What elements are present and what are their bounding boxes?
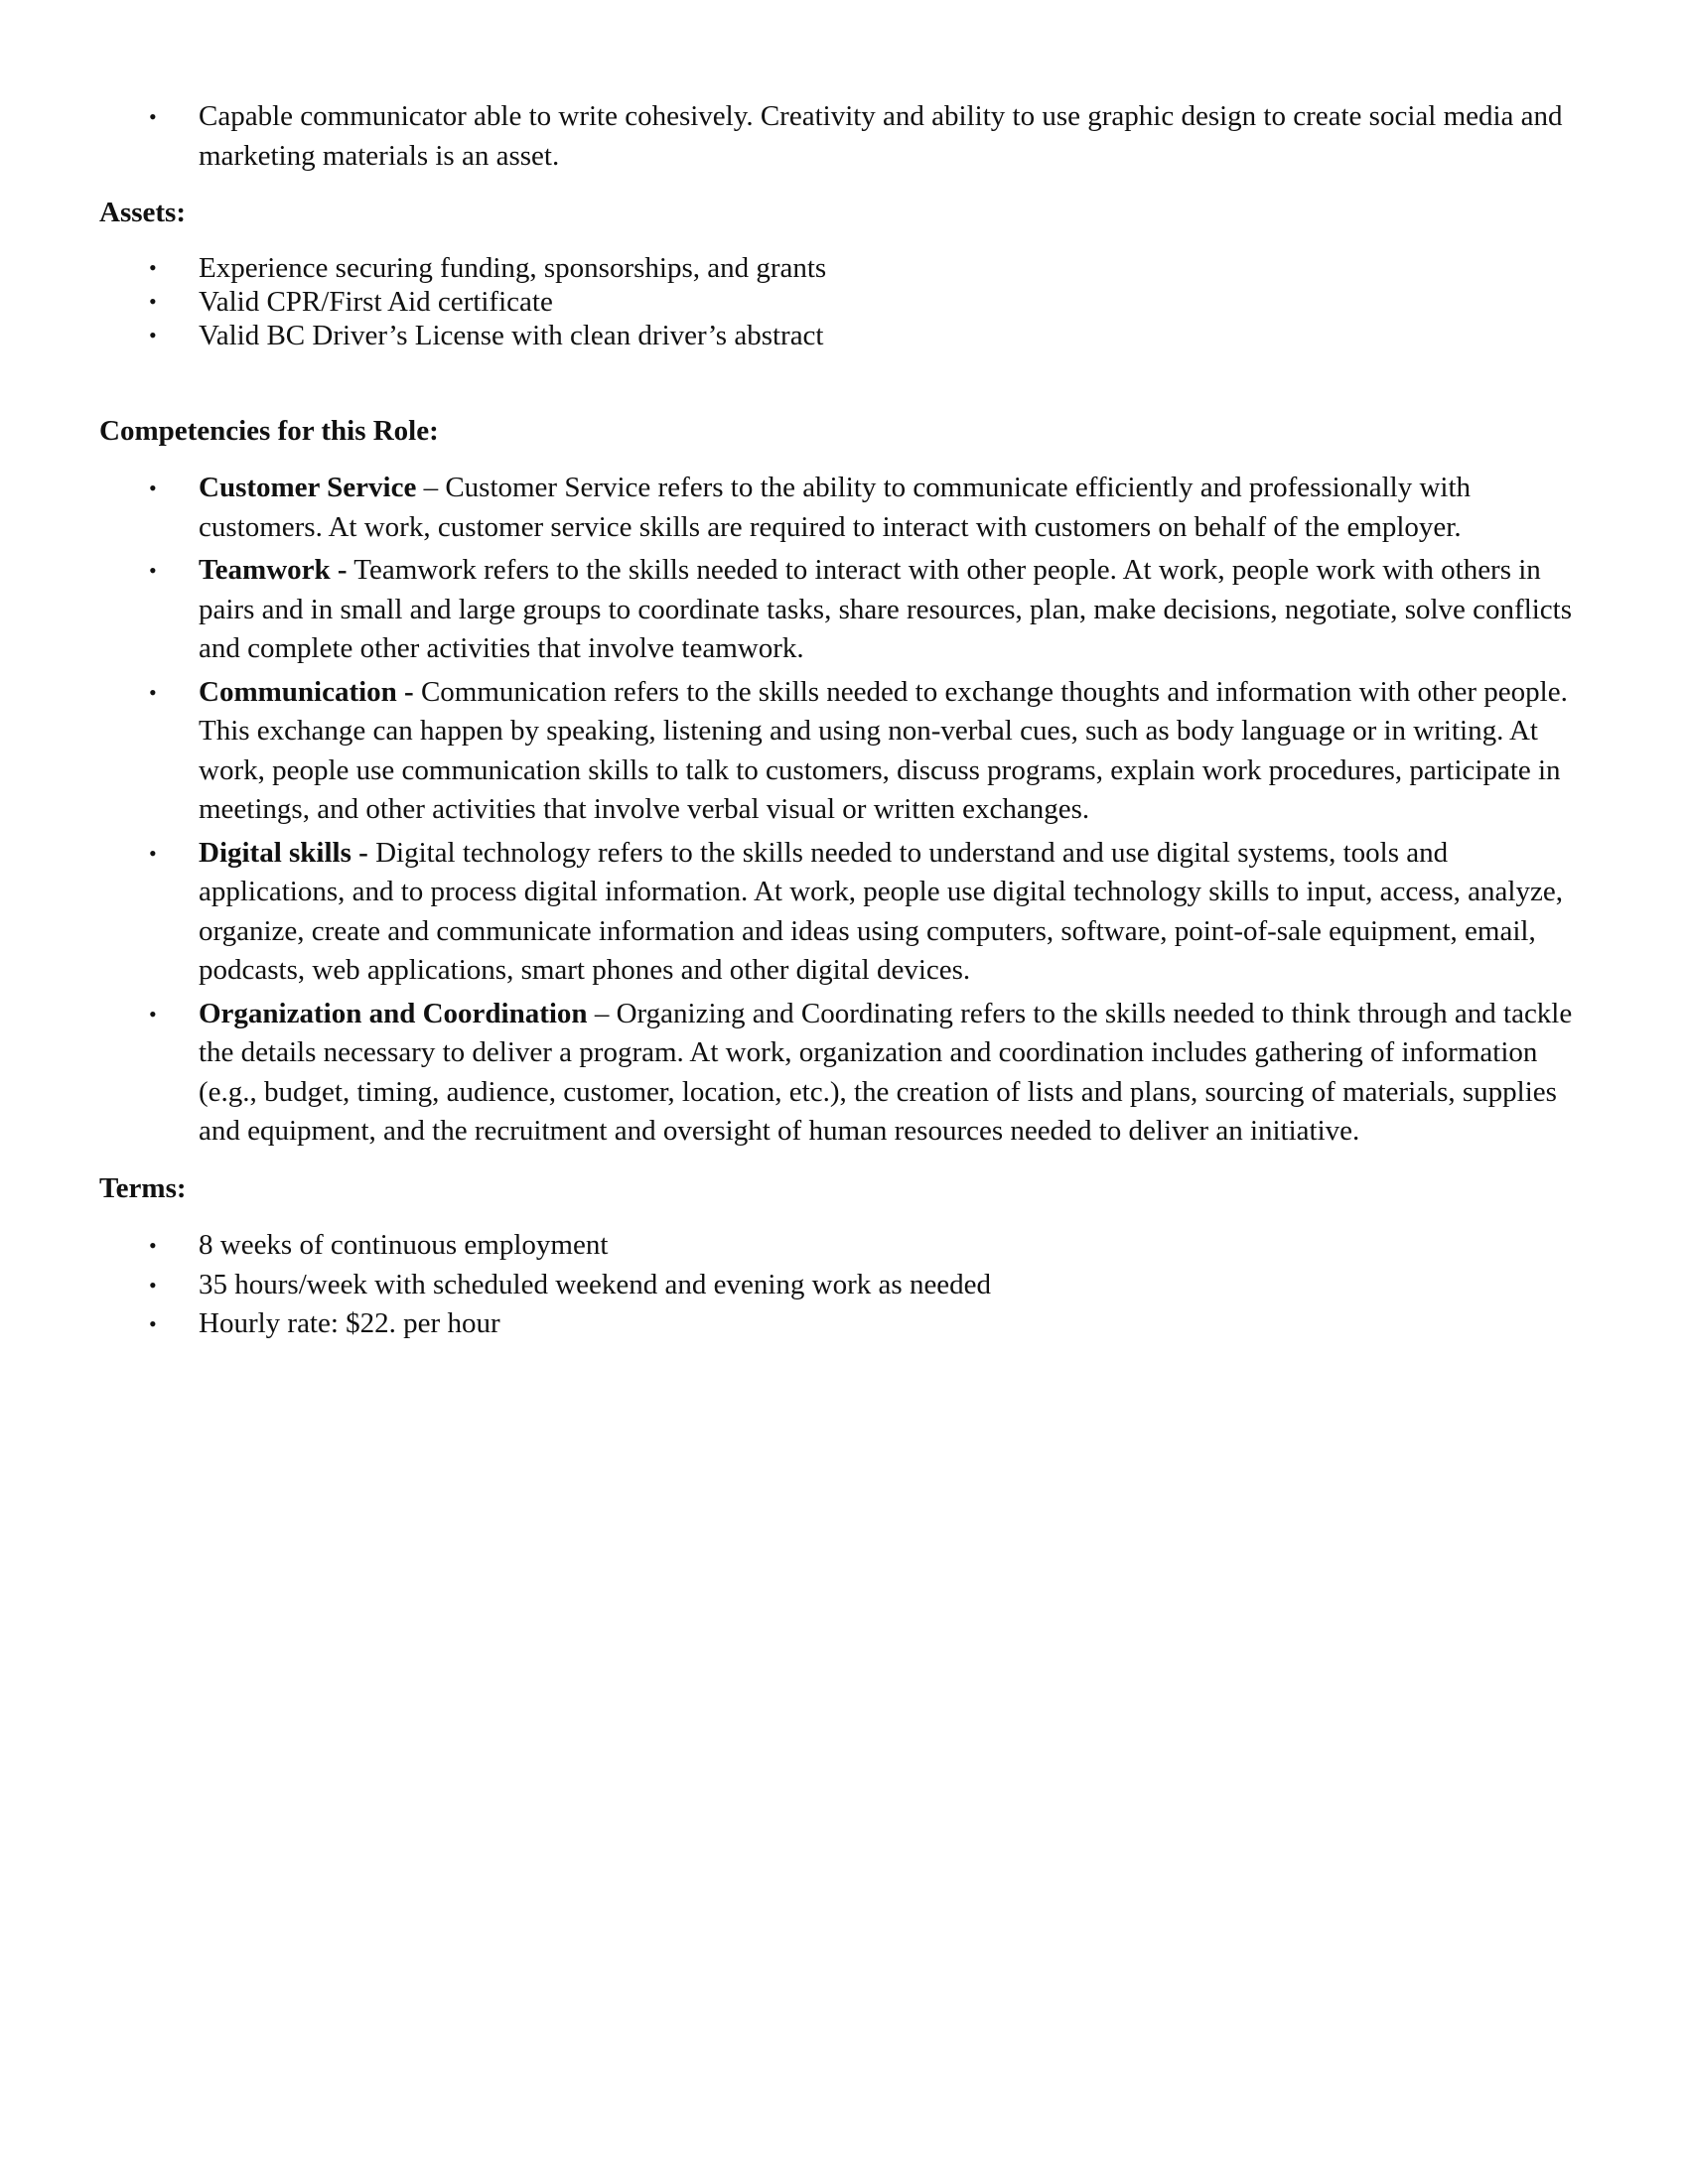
- bullet-icon: •: [149, 104, 157, 129]
- list-item: [99, 834, 1589, 991]
- list-item: [99, 673, 1589, 830]
- competency-description: Customer Service refers to the ability to communicate efficiently and professionally with customers. At work, customer service skills are required to interact with customers on behalf of the employer.: [199, 472, 1472, 543]
- list-item-text: 35 hours/week with scheduled weekend and evening work as needed: [199, 1268, 992, 1300]
- list-item: [99, 285, 1589, 319]
- competency-term: Teamwork -: [199, 554, 348, 586]
- competency-description: Communication refers to the skills needed to exchange thoughts and information with other people. This exchange can happen by speaking, listening and using non-verbal cues, such as body language or in writing. At work, people use communication skills to talk to customers, discuss programs, explain work procedures, participate in meetings, and other activities that involve verbal visual or written exchanges.: [199, 675, 1568, 825]
- bullet-icon: •: [149, 679, 157, 705]
- competencies-heading: Competencies for this Role:: [99, 414, 439, 447]
- document-body: [99, 97, 1589, 1344]
- competency-term: Customer Service: [199, 472, 417, 503]
- bullet-icon: •: [149, 1233, 157, 1258]
- list-item: [99, 319, 1589, 352]
- list-item: [99, 251, 1589, 285]
- competency-separator: [368, 837, 375, 869]
- competency-term: Communication -: [199, 675, 414, 708]
- list-item: [99, 469, 1589, 547]
- bullet-icon: •: [149, 1311, 157, 1336]
- competencies-list: [99, 469, 1589, 1152]
- terms-heading: Terms:: [99, 1171, 187, 1204]
- list-item-text: Valid CPR/First Aid certificate: [199, 285, 553, 318]
- bullet-icon: •: [149, 322, 157, 347]
- bullet-icon: •: [149, 254, 157, 280]
- competency-separator: –: [587, 997, 617, 1029]
- bullet-icon: •: [149, 476, 157, 500]
- competency-description: Teamwork refers to the skills needed to interact with other people. At work, people work with others in pairs and in small and large groups to coordinate tasks, share resources, plan, make decisions, negotiate, solve conflicts and complete other activities that involve teamwork.: [199, 554, 1573, 664]
- competency-separator: –: [416, 472, 446, 503]
- bullet-icon: •: [149, 1272, 157, 1297]
- competency-term: Organization and Coordination: [199, 997, 588, 1029]
- list-item: [99, 551, 1589, 669]
- competency-description: Organizing and Coordinating refers to the skills needed to think through and tackle the details necessary to deliver a program. At work, organization and coordination includes gathering of information (e.g., budget, timing, audience, customer, location, etc.), the creation of lists and plans, sourcing of materials, supplies and equipment, and the recruitment and oversight of human resources needed to deliver an initiative.: [199, 997, 1573, 1147]
- list-item: [99, 1304, 1589, 1344]
- list-item-text: 8 weeks of continuous employment: [199, 1229, 609, 1261]
- list-item: [99, 995, 1589, 1152]
- list-item-text: Valid BC Driver’s License with clean driver’s abstract: [199, 319, 824, 351]
- list-item-text: Capable communicator able to write cohesively. Creativity and ability to use graphic design to create social media and marketing materials is an asset.: [199, 100, 1563, 172]
- bullet-icon: •: [149, 558, 157, 583]
- competency-description: Digital technology refers to the skills needed to understand and use digital systems, tools and applications, and to process digital information. At work, people use digital technology skills to input, access, analyze, organize, create and communicate information and ideas using computers, software, point-of-sale equipment, email, podcasts, web applications, smart phones and other digital devices.: [199, 836, 1563, 986]
- assets-heading: Assets:: [99, 197, 186, 228]
- bullet-icon: •: [149, 840, 157, 866]
- list-item: [99, 97, 1589, 176]
- competency-term: Digital skills -: [199, 836, 368, 869]
- terms-list: [99, 1226, 1589, 1344]
- list-item: [99, 1226, 1589, 1266]
- bullet-icon: •: [149, 288, 157, 314]
- list-item-text: Experience securing funding, sponsorships, and grants: [199, 251, 827, 284]
- assets-list: [99, 251, 1589, 352]
- list-item-text: Hourly rate: $22. per hour: [199, 1307, 500, 1339]
- intro-list: [99, 97, 1589, 176]
- bullet-icon: •: [149, 1001, 157, 1026]
- competency-separator: [414, 676, 421, 708]
- list-item: [99, 1266, 1589, 1305]
